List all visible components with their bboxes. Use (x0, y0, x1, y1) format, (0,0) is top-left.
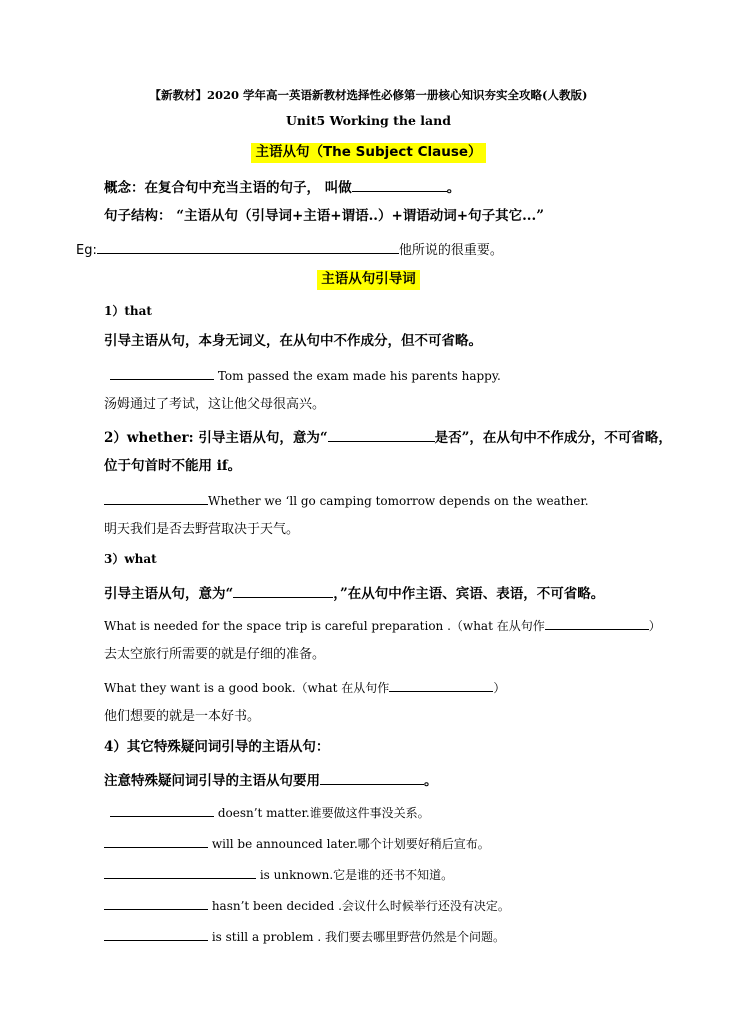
highlight-heading: 主语从句引导词 (317, 270, 420, 290)
others-example-1 (110, 804, 430, 819)
others-example-4 (104, 897, 510, 912)
item-what-translation-1: 去太空旅行所需要的就是仔细的准备。 (104, 647, 326, 662)
whether-text-b: 是否”，在从句中不作成分，不可省略， (434, 430, 672, 446)
answer-blank[interactable] (104, 866, 256, 879)
item-what-translation-2: 他们想要的就是一本好书。 (104, 709, 261, 724)
item-what-example-2 (104, 679, 505, 694)
section-heading-conjunctions (0, 270, 737, 290)
what-rule-a: 引导主语从句，意为“ (104, 586, 234, 602)
example-translation: 他所说的很重要。 (398, 243, 503, 258)
item-what-rule (104, 585, 604, 602)
answer-blank[interactable] (104, 928, 208, 941)
example-text: hasn’t been decided .会议什么时候举行还没有决定。 (211, 899, 510, 913)
answer-blank[interactable] (104, 835, 208, 848)
others-example-3 (104, 866, 453, 881)
answer-blank[interactable] (104, 897, 208, 910)
answer-blank[interactable] (104, 492, 208, 505)
answer-blank[interactable] (352, 179, 447, 192)
item-what-example-1 (104, 617, 661, 632)
answer-blank[interactable] (389, 679, 493, 692)
answer-blank[interactable] (110, 804, 214, 817)
document-title: 【新教材】2020 学年高一英语新教材选择性必修第一册核心知识夯实全攻略(人教版) (149, 88, 588, 102)
others-example-5 (104, 928, 505, 943)
example-line (76, 241, 503, 257)
answer-blank[interactable] (328, 429, 435, 442)
example-end: ） (493, 681, 506, 695)
answer-blank[interactable] (97, 241, 399, 254)
concept-line (104, 179, 460, 196)
structure-line: 句子结构： “主语从句（引导词+主语+谓语..）+谓语动词+句子其它...” (104, 208, 544, 224)
section-heading-subject-clause (0, 143, 737, 163)
example-text: will be announced later.哪个计划要好稍后宣布。 (211, 837, 490, 851)
others-rule-a: 注意特殊疑问词引导的主语从句要用 (104, 773, 320, 789)
example-text: doesn’t matter.谁要做这件事没关系。 (217, 806, 430, 820)
what-rule-b: ，”在从句中作主语、宾语、表语，不可省略。 (333, 586, 605, 602)
whether-text-a: 2）whether: 引导主语从句，意为“ (104, 430, 328, 446)
answer-blank[interactable] (110, 367, 214, 380)
answer-blank[interactable] (233, 585, 333, 598)
answer-blank[interactable] (320, 772, 424, 785)
example-end: ） (648, 619, 661, 633)
eg-label: Eg: (76, 243, 97, 258)
item-others-rule (104, 772, 438, 789)
answer-blank[interactable] (545, 617, 649, 630)
concept-text: 概念：在复合句中充当主语的句子， 叫做 (104, 180, 352, 196)
item-whether-note: 位于句首时不能用 if。 (104, 458, 242, 474)
item-that-rule: 引导主语从句，本身无词义，在从句中不作成分，但不可省略。 (104, 333, 482, 349)
others-rule-b: 。 (424, 773, 438, 789)
item-others-title: 4）其它特殊疑问词引导的主语从句： (104, 739, 330, 755)
example-english: What is needed for the space trip is careful preparation .（what 在从句作 (104, 619, 545, 633)
item-whether-translation: 明天我们是否去野营取决于天气。 (104, 522, 300, 537)
unit-title: Unit5 Working the land (286, 113, 451, 128)
item-whether-title (104, 429, 672, 446)
item-that-example (110, 367, 501, 382)
example-english: What they want is a good book.（what 在从句作 (104, 681, 390, 695)
example-english: Whether we ‘ll go camping tomorrow depends on the weather. (208, 494, 589, 508)
example-english: Tom passed the exam made his parents happy. (217, 369, 501, 383)
example-text: is still a problem . 我们要去哪里野营仍然是个问题。 (211, 930, 506, 944)
example-text: is unknown.它是谁的还书不知道。 (259, 868, 454, 882)
item-what-title: 3）what (104, 552, 157, 566)
item-that-translation: 汤姆通过了考试，这让他父母很高兴。 (104, 397, 326, 412)
item-that-title: 1）that (104, 304, 152, 318)
highlight-heading: 主语从句（The Subject Clause） (251, 143, 485, 163)
item-whether-example (104, 492, 589, 507)
concept-end: 。 (446, 180, 461, 196)
others-example-2 (104, 835, 490, 850)
